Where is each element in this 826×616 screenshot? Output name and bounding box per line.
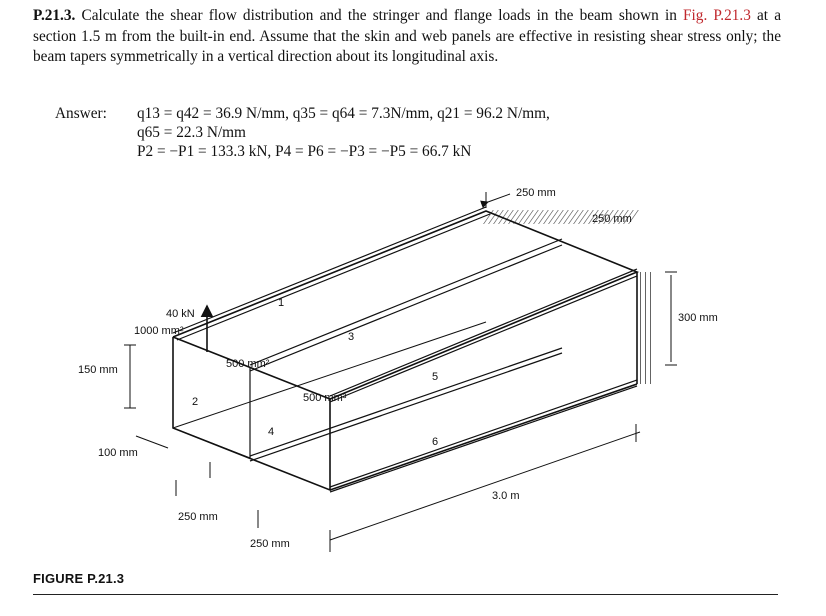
problem-statement: [33, 6, 781, 68]
answer-line-3: P2 = −P1 = 133.3 kN, P4 = P6 = −P3 = −P5 = 66.7 kN: [137, 143, 472, 160]
problem-text-part2: at a section 1.5 m from the built-in end. Assume that the skin and web panels are effective in resisting shear stress only; the beam tapers symmetrically in a vertical direction about its longitudinal axis.: [33, 7, 781, 65]
answer-line-1: q13 = q42 = 36.9 N/mm, q35 = q64 = 7.3N/mm, q21 = 96.2 N/mm,: [137, 105, 550, 122]
dim-tip-depth: 150 mm: [78, 364, 118, 376]
problem-number: P.21.3.: [33, 7, 76, 24]
stringer-area-label-1: 500 mm²: [226, 358, 270, 370]
stringer-label-3: 3: [348, 331, 355, 343]
built-in-wall-hatching: [481, 210, 652, 384]
load-label: 40 kN: [166, 308, 195, 320]
stringer-label-5: 5: [432, 371, 439, 383]
beam-outline: [173, 211, 637, 490]
figure-caption: FIGURE P.21.3: [33, 571, 125, 586]
problem-text-part1: Calculate the shear flow distribution and the stringer and flange loads in the beam shown in: [75, 7, 684, 24]
stringer-label-4: 4: [268, 426, 275, 438]
answer-line-2: q65 = 22.3 N/mm: [137, 124, 246, 141]
dim-bottom-width-1: 250 mm: [178, 511, 218, 523]
dim-length: 3.0 m: [492, 490, 520, 502]
answer-label: Answer:: [55, 105, 107, 122]
stringer-label-2: 2: [192, 396, 199, 408]
dim-top-right-width: 250 mm: [592, 213, 632, 225]
dim-tip-offset: 100 mm: [98, 447, 138, 459]
figure-reference-link[interactable]: Fig. P.21.3: [683, 7, 751, 24]
stringer-label-1: 1: [278, 297, 285, 309]
dim-bottom-width-2: 250 mm: [250, 538, 290, 550]
caption-rule: [33, 594, 778, 595]
flange-area-label: 1000 mm²: [134, 325, 184, 337]
dim-top-width: 250 mm: [516, 187, 556, 199]
beam-diagram: [0, 180, 826, 570]
dim-root-depth: 300 mm: [678, 312, 718, 324]
stringer-label-6: 6: [432, 436, 439, 448]
stringer-area-label-2: 500 mm³: [303, 392, 347, 404]
